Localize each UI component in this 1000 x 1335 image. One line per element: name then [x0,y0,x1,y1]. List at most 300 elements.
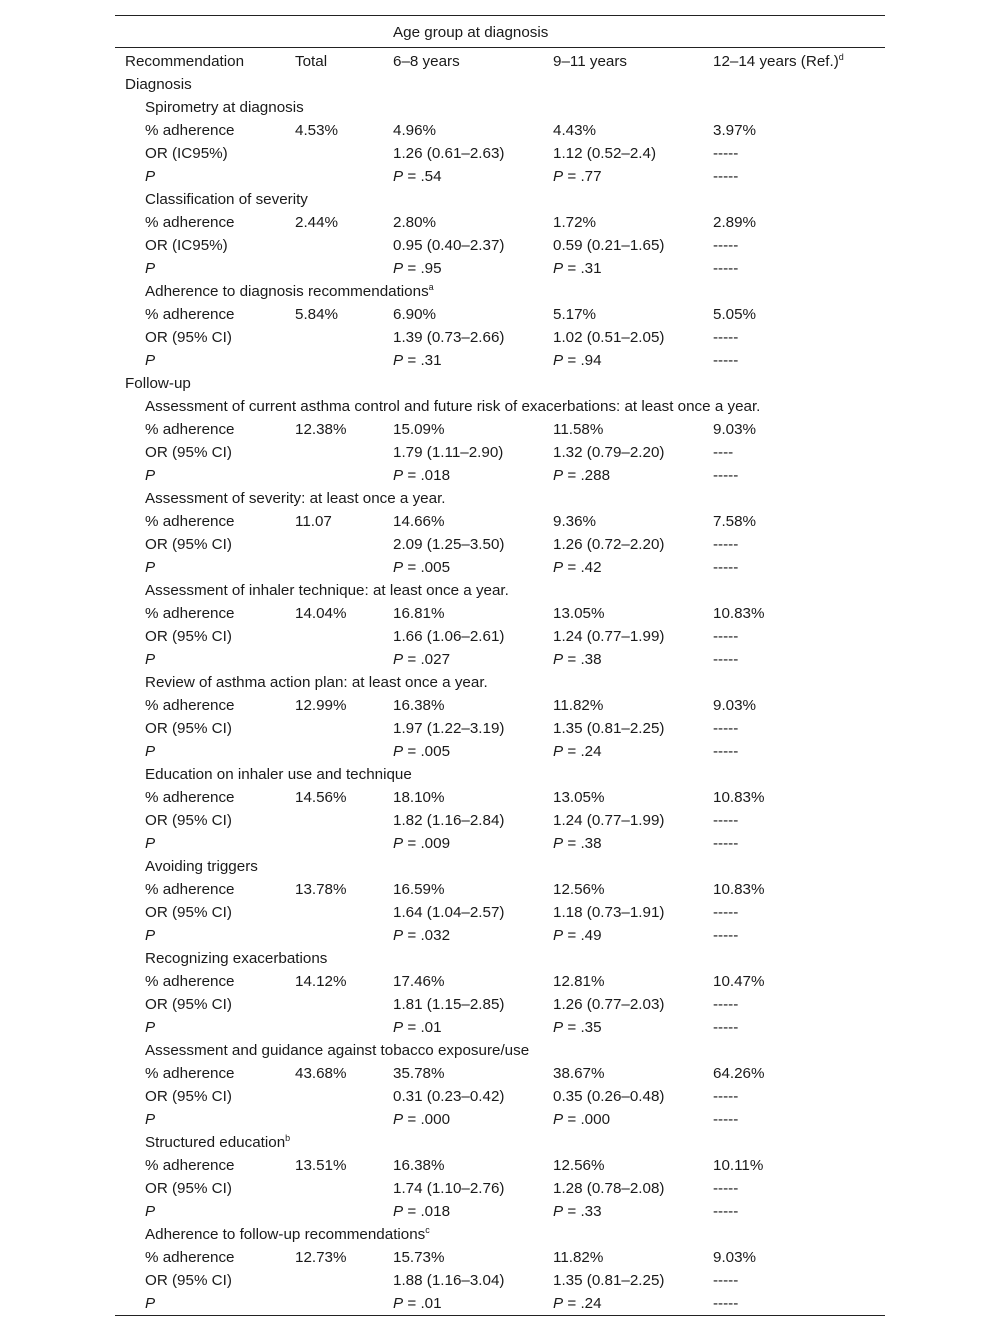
p-9-11-label: P [553,1295,564,1312]
or-6-8: 1.66 (1.06–2.61) [393,628,505,645]
col-12-14-label: 12–14 years (Ref.) [713,53,839,70]
p-12-14: ----- [713,835,739,852]
adherence-6-8: 35.78% [393,1065,445,1082]
or-9-11: 1.24 (0.77–1.99) [553,812,665,829]
p-6-8-label: P [393,1111,404,1128]
p-6-8-label: P [393,835,404,852]
p-9-11-value: .42 [580,559,602,576]
p-label [145,924,155,947]
recommendation-title [145,96,304,119]
or-12-14: ----- [713,329,739,346]
recommendation-title [145,1131,290,1154]
p-12-14: ----- [713,260,739,277]
or-6-8: 1.64 (1.04–2.57) [393,904,505,921]
adherence-6-8: 17.46% [393,973,445,990]
p-6-8: P = .005 [393,559,451,576]
adherence-total: 14.56% [295,789,347,806]
recommendation-text: Assessment of current asthma control and future risk of exacerbations: at least once a year. [145,398,761,415]
or-label: OR (95% CI) [145,628,232,645]
group-header-row [115,16,885,47]
p-9-11-label: P [553,835,564,852]
or-9-11: 1.28 (0.78–2.08) [553,1180,665,1197]
p-6-8-label: P [393,352,404,369]
recommendation-row [115,280,885,303]
or-9-11: 1.26 (0.72–2.20) [553,536,665,553]
p-9-11-value: .31 [580,260,602,277]
odds-ratio-row [115,993,885,1016]
adherence-6-8: 16.38% [393,1157,445,1174]
p-6-8-value: .018 [420,467,451,484]
recommendation-text: Spirometry at diagnosis [145,99,304,116]
adherence-12-14: 10.83% [713,881,765,898]
or-12-14: ----- [713,996,739,1013]
adherence-total: 4.53% [295,122,339,139]
col-12-14-years [713,49,844,74]
odds-ratio-row [115,625,885,648]
adherence-9-11: 11.58% [553,421,604,438]
adherence-label: % adherence [145,973,235,990]
adherence-row [115,970,885,993]
p-6-8-value: .027 [420,651,451,668]
or-12-14: ----- [713,720,739,737]
or-6-8: 1.81 (1.15–2.85) [393,996,505,1013]
recommendation-title [145,395,760,418]
or-label: OR (95% CI) [145,812,232,829]
p-9-11: P = .24 [553,1295,602,1312]
adherence-12-14: 10.83% [713,605,765,622]
p-9-11-value: .38 [580,651,602,668]
or-6-8: 2.09 (1.25–3.50) [393,536,505,553]
adherence-12-14: 9.03% [713,697,757,714]
table-body [115,73,885,1315]
p-value-row [115,464,885,487]
adherence-label: % adherence [145,1065,235,1082]
odds-ratio-row [115,1269,885,1292]
p-label [145,1292,155,1315]
odds-ratio-row [115,441,885,464]
adherence-6-8: 16.59% [393,881,445,898]
p-9-11: P = .24 [553,743,602,760]
p-12-14: ----- [713,743,739,760]
p-6-8-value: .95 [420,260,442,277]
p-9-11-value: .24 [580,743,602,760]
p-12-14: ----- [713,1111,739,1128]
or-6-8: 0.31 (0.23–0.42) [393,1088,505,1105]
adherence-label: % adherence [145,789,235,806]
p-9-11: P = .38 [553,651,602,668]
p-9-11-label: P [553,927,564,944]
p-6-8: P = .01 [393,1295,442,1312]
p-label [145,648,155,671]
or-9-11: 1.02 (0.51–2.05) [553,329,665,346]
or-label: OR (95% CI) [145,329,232,346]
odds-ratio-row [115,234,885,257]
recommendation-title [145,671,488,694]
p-9-11-label: P [553,168,564,185]
p-6-8-value: .005 [420,743,451,760]
p-6-8: P = .018 [393,467,451,484]
recommendation-text: Structured education [145,1134,286,1151]
adherence-row [115,1154,885,1177]
recommendation-text: Recognizing exacerbations [145,950,328,967]
section-title: Diagnosis [125,76,192,93]
recommendation-row [115,1223,885,1246]
adherence-label: % adherence [145,513,235,530]
p-6-8-label: P [393,1295,404,1312]
recommendation-footnote: b [285,1132,291,1143]
p-label-text: P [145,260,156,277]
or-label: OR (95% CI) [145,720,232,737]
adherence-total: 12.38% [295,421,347,438]
p-9-11-label: P [553,352,564,369]
p-6-8-value: .018 [420,1203,451,1220]
adherence-9-11: 38.67% [553,1065,605,1082]
recommendation-row [115,855,885,878]
p-12-14: ----- [713,1203,739,1220]
p-6-8-value: .032 [420,927,451,944]
p-9-11-label: P [553,467,564,484]
or-label: OR (IC95%) [145,145,228,162]
adherence-9-11: 5.17% [553,306,597,323]
p-6-8-value: .000 [420,1111,451,1128]
odds-ratio-row [115,809,885,832]
p-6-8-value: .005 [420,559,451,576]
p-value-row [115,648,885,671]
p-9-11: P = .42 [553,559,602,576]
p-9-11-value: .38 [580,835,602,852]
p-label-text: P [145,743,156,760]
p-value-row [115,1292,885,1315]
p-9-11-value: .33 [580,1203,602,1220]
p-value-row [115,924,885,947]
p-9-11-value: .35 [580,1019,602,1036]
col-total: Total [295,53,328,70]
adherence-total: 13.51% [295,1157,347,1174]
recommendation-footnote: a [428,281,434,292]
or-9-11: 1.32 (0.79–2.20) [553,444,665,461]
odds-ratio-row [115,326,885,349]
p-6-8: P = .31 [393,352,442,369]
or-label: OR (95% CI) [145,1088,232,1105]
or-12-14: ----- [713,145,739,162]
p-9-11-value: .77 [580,168,602,185]
adherence-12-14: 64.26% [713,1065,765,1082]
p-6-8-label: P [393,559,404,576]
adherence-12-14: 2.89% [713,214,757,231]
adherence-row [115,786,885,809]
p-6-8: P = .000 [393,1111,451,1128]
p-label-text: P [145,168,156,185]
or-6-8: 1.26 (0.61–2.63) [393,145,505,162]
p-6-8-value: .009 [420,835,451,852]
p-value-row [115,1016,885,1039]
section-row [115,372,885,395]
p-9-11-value: .24 [580,1295,602,1312]
or-12-14: ----- [713,1088,739,1105]
adherence-row [115,1062,885,1085]
p-6-8: P = .95 [393,260,442,277]
p-12-14: ----- [713,1019,739,1036]
or-6-8: 1.88 (1.16–3.04) [393,1272,505,1289]
p-label [145,1200,155,1223]
p-6-8-label: P [393,1019,404,1036]
p-label-text: P [145,1019,156,1036]
or-9-11: 0.59 (0.21–1.65) [553,237,665,254]
p-9-11-value: .288 [580,467,611,484]
recommendation-title [145,487,446,510]
odds-ratio-row [115,1085,885,1108]
p-value-row [115,740,885,763]
adherence-label: % adherence [145,122,235,139]
odds-ratio-row [115,901,885,924]
p-12-14: ----- [713,352,739,369]
p-value-row [115,1108,885,1131]
p-6-8-value: .01 [420,1295,442,1312]
p-label-text: P [145,1203,156,1220]
adherence-6-8: 18.10% [393,789,445,806]
or-9-11: 1.18 (0.73–1.91) [553,904,665,921]
adherence-9-11: 12.81% [553,973,605,990]
p-label [145,165,155,188]
p-9-11-value: .49 [580,927,602,944]
p-9-11: P = .49 [553,927,602,944]
adherence-9-11: 11.82% [553,1249,604,1266]
adherence-label: % adherence [145,214,235,231]
recommendation-title [145,188,308,211]
recommendation-row [115,395,885,418]
col-6-8-years: 6–8 years [393,53,460,70]
p-12-14: ----- [713,1295,739,1312]
adherence-12-14: 9.03% [713,1249,757,1266]
recommendation-row [115,947,885,970]
p-6-8-label: P [393,927,404,944]
adherence-6-8: 6.90% [393,306,437,323]
p-label-text: P [145,1295,156,1312]
p-12-14: ----- [713,651,739,668]
adherence-label: % adherence [145,1157,235,1174]
recommendation-row [115,763,885,786]
adherence-total: 14.04% [295,605,347,622]
p-6-8-label: P [393,651,404,668]
or-12-14: ---- [713,444,734,461]
or-6-8: 1.97 (1.22–3.19) [393,720,505,737]
odds-ratio-row [115,142,885,165]
or-9-11: 1.12 (0.52–2.4) [553,145,657,162]
p-label-text: P [145,835,156,852]
or-label: OR (95% CI) [145,1272,232,1289]
adherence-6-8: 4.96% [393,122,437,139]
p-label [145,257,155,280]
adherence-9-11: 11.82% [553,697,604,714]
p-9-11-label: P [553,260,564,277]
p-9-11: P = .000 [553,1111,611,1128]
or-12-14: ----- [713,237,739,254]
p-9-11-label: P [553,1019,564,1036]
section-row [115,73,885,96]
p-label [145,740,155,763]
adherence-label: % adherence [145,1249,235,1266]
p-6-8-label: P [393,168,404,185]
adherence-label: % adherence [145,605,235,622]
p-label-text: P [145,352,156,369]
adherence-total: 12.99% [295,697,347,714]
p-6-8-value: .01 [420,1019,442,1036]
col-recommendation: Recommendation [125,53,245,70]
adherence-9-11: 13.05% [553,605,605,622]
p-6-8: P = .009 [393,835,451,852]
p-9-11: P = .31 [553,260,602,277]
p-value-row [115,349,885,372]
adherence-12-14: 9.03% [713,421,757,438]
or-label: OR (95% CI) [145,996,232,1013]
p-6-8: P = .032 [393,927,451,944]
p-6-8-value: .31 [420,352,442,369]
adherence-12-14: 7.58% [713,513,757,530]
recommendation-title [145,280,434,303]
recommendation-title [145,855,258,878]
adherence-9-11: 12.56% [553,881,605,898]
adherence-row [115,602,885,625]
adherence-row [115,119,885,142]
adherence-row [115,1246,885,1269]
adherence-total: 12.73% [295,1249,347,1266]
or-6-8: 1.39 (0.73–2.66) [393,329,505,346]
recommendation-text: Education on inhaler use and technique [145,766,412,783]
p-9-11: P = .94 [553,352,602,369]
or-12-14: ----- [713,904,739,921]
p-9-11-label: P [553,651,564,668]
data-table [115,15,885,1316]
p-label [145,1108,155,1131]
group-header: Age group at diagnosis [393,24,549,41]
adherence-total: 14.12% [295,973,347,990]
p-label-text: P [145,927,156,944]
or-6-8: 0.95 (0.40–2.37) [393,237,505,254]
recommendation-row [115,1039,885,1062]
recommendation-text: Assessment and guidance against tobacco exposure/use [145,1042,530,1059]
recommendation-row [115,188,885,211]
p-value-row [115,556,885,579]
adherence-row [115,694,885,717]
adherence-row [115,303,885,326]
recommendation-text: Adherence to diagnosis recommendations [145,283,429,300]
adherence-6-8: 14.66% [393,513,445,530]
p-6-8: P = .01 [393,1019,442,1036]
adherence-12-14: 3.97% [713,122,757,139]
recommendation-row [115,671,885,694]
adherence-label: % adherence [145,306,235,323]
or-12-14: ----- [713,536,739,553]
or-9-11: 1.26 (0.77–2.03) [553,996,665,1013]
adherence-12-14: 5.05% [713,306,757,323]
p-9-11-value: .94 [580,352,602,369]
p-6-8-label: P [393,743,404,760]
col-9-11-years: 9–11 years [553,53,628,70]
p-6-8: P = .018 [393,1203,451,1220]
adherence-label: % adherence [145,881,235,898]
col-12-14-footnote: d [838,51,844,62]
p-value-row [115,165,885,188]
p-9-11-label: P [553,743,564,760]
adherence-row [115,510,885,533]
recommendation-text: Classification of severity [145,191,308,208]
recommendation-text: Review of asthma action plan: at least once a year. [145,674,488,691]
adherence-12-14: 10.11% [713,1157,764,1174]
adherence-total: 11.07 [295,513,332,530]
bottom-rule [115,1315,885,1316]
adherence-9-11: 4.43% [553,122,597,139]
or-label: OR (95% CI) [145,536,232,553]
p-label [145,832,155,855]
p-6-8-label: P [393,260,404,277]
recommendation-row [115,579,885,602]
p-label [145,1016,155,1039]
odds-ratio-row [115,1177,885,1200]
p-9-11: P = .38 [553,835,602,852]
p-12-14: ----- [713,559,739,576]
or-6-8: 1.79 (1.11–2.90) [393,444,504,461]
adherence-total: 13.78% [295,881,347,898]
recommendation-text: Assessment of severity: at least once a year. [145,490,446,507]
p-6-8-label: P [393,1203,404,1220]
or-label: OR (95% CI) [145,904,232,921]
adherence-total: 2.44% [295,214,339,231]
p-value-row [115,257,885,280]
p-label [145,349,155,372]
p-value-row [115,1200,885,1223]
recommendation-text: Adherence to follow-up recommendations [145,1226,426,1243]
or-9-11: 1.35 (0.81–2.25) [553,720,665,737]
or-9-11: 1.24 (0.77–1.99) [553,628,665,645]
recommendation-text: Avoiding triggers [145,858,258,875]
or-12-14: ----- [713,812,739,829]
adherence-row [115,878,885,901]
p-label [145,556,155,579]
recommendation-title [145,947,327,970]
adherence-12-14: 10.47% [713,973,765,990]
adherence-6-8: 2.80% [393,214,437,231]
adherence-9-11: 13.05% [553,789,605,806]
recommendation-title [145,1039,529,1062]
p-9-11-value: .000 [580,1111,611,1128]
p-9-11: P = .33 [553,1203,602,1220]
or-label: OR (95% CI) [145,444,232,461]
adherence-9-11: 9.36% [553,513,597,530]
adherence-6-8: 15.73% [393,1249,445,1266]
odds-ratio-row [115,717,885,740]
or-9-11: 1.35 (0.81–2.25) [553,1272,665,1289]
or-label: OR (95% CI) [145,1180,232,1197]
or-6-8: 1.82 (1.16–2.84) [393,812,505,829]
p-9-11-label: P [553,1111,564,1128]
adherence-total: 43.68% [295,1065,347,1082]
adherence-6-8: 15.09% [393,421,445,438]
adherence-6-8: 16.38% [393,697,445,714]
column-header-row [115,48,885,73]
p-label-text: P [145,559,156,576]
p-9-11-label: P [553,559,564,576]
p-12-14: ----- [713,927,739,944]
recommendation-text: Assessment of inhaler technique: at least once a year. [145,582,509,599]
adherence-12-14: 10.83% [713,789,765,806]
p-9-11: P = .35 [553,1019,602,1036]
recommendation-row [115,96,885,119]
adherence-total: 5.84% [295,306,339,323]
recommendation-row [115,487,885,510]
recommendation-title [145,763,412,786]
or-6-8: 1.74 (1.10–2.76) [393,1180,505,1197]
p-label-text: P [145,1111,156,1128]
